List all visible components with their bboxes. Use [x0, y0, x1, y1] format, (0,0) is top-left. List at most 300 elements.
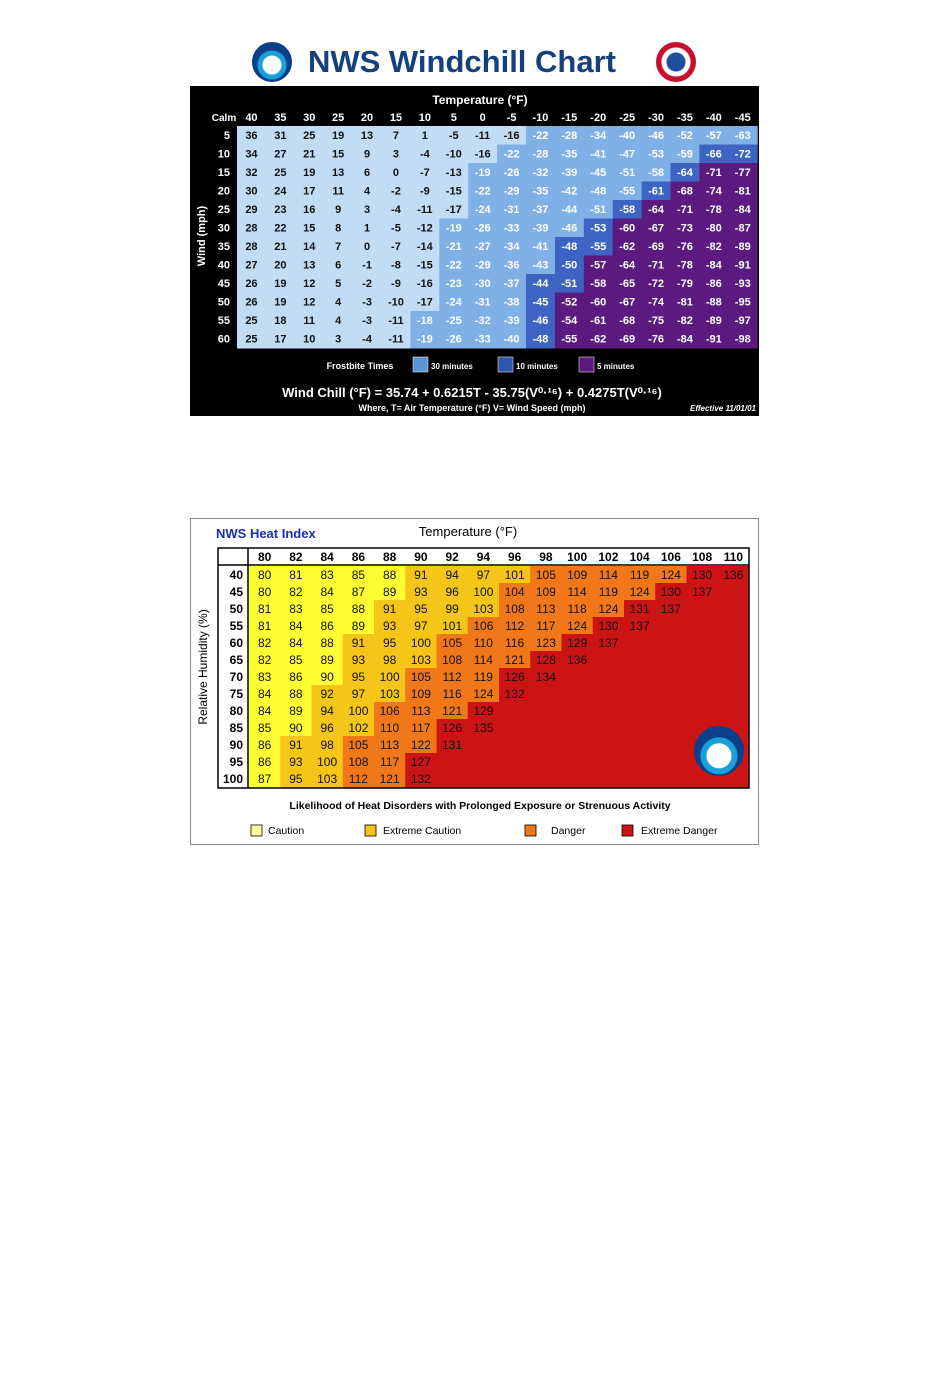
wc-cell-value: -80: [705, 222, 722, 235]
wc-cell-value: -67: [619, 296, 636, 309]
wc-cell-value: -19: [416, 333, 433, 346]
wc-cell-value: 26: [245, 278, 258, 290]
wc-effective-date: Effective 11/01/01: [690, 404, 756, 413]
wc-cell-value: -32: [532, 167, 549, 179]
wc-cell-value: -30: [474, 278, 491, 290]
wc-cell-value: -62: [590, 333, 607, 346]
hi-cell-value: 97: [414, 619, 428, 633]
hi-cell-value: 93: [382, 619, 397, 633]
hi-rh-label: Relative Humidity (%): [196, 609, 210, 725]
wc-cell-value: -60: [590, 296, 607, 309]
hi-row-header: 55: [229, 619, 243, 633]
wc-cell-value: -9: [419, 185, 430, 198]
wc-cell-value: 1: [363, 222, 371, 235]
hi-cell-value: 84: [289, 636, 303, 650]
wc-cell-value: -73: [676, 222, 693, 235]
hi-cell-value: 83: [257, 670, 272, 684]
hi-col-header: 90: [414, 550, 428, 564]
wc-cell-value: -17: [416, 296, 433, 309]
hi-cell-value: 108: [504, 602, 525, 616]
wc-cell-value: -76: [676, 241, 693, 253]
wc-cell-value: -3: [362, 315, 372, 327]
wc-cell-value: -22: [474, 185, 491, 198]
hi-cell-value: 113: [536, 602, 556, 616]
hi-cell-value: 114: [598, 568, 618, 582]
wc-col-header: -30: [648, 112, 665, 124]
wc-col-header: 10: [418, 112, 431, 124]
hi-cell-value: 129: [473, 704, 494, 718]
wc-cell-value: -67: [648, 222, 665, 235]
wc-cell-value: 16: [303, 204, 316, 216]
wc-cell-value: 13: [332, 167, 345, 179]
wc-cell-value: -28: [561, 130, 578, 142]
wc-legend-swatch-30: [413, 357, 428, 372]
hi-cell-value: 91: [351, 636, 366, 650]
wc-cell-value: 22: [274, 222, 287, 235]
hi-cell-value: 127: [410, 755, 431, 769]
hi-row-header: 80: [229, 704, 243, 718]
hi-col-header: 98: [539, 550, 553, 564]
hi-cell-value: 101: [504, 568, 525, 582]
wc-cell-value: 17: [303, 185, 316, 198]
hi-cell-value: 97: [476, 568, 491, 582]
wc-cell-value: -16: [416, 278, 433, 290]
hi-cell-value: 82: [257, 636, 272, 650]
hi-cell-value: 124: [598, 602, 619, 616]
hi-cell-value: 91: [414, 568, 428, 582]
hi-cell-value: 117: [380, 755, 400, 769]
wc-cell-value: -58: [590, 278, 607, 290]
hi-cell-value: 83: [289, 602, 303, 616]
wc-col-header: 0: [479, 112, 486, 124]
wc-cell-value: -43: [532, 259, 549, 272]
hi-cell-value: 135: [473, 721, 494, 735]
wc-cell-value: -45: [532, 296, 549, 309]
wc-cell-value: -72: [648, 278, 665, 290]
wc-cell-value: -60: [619, 222, 636, 235]
wc-formula-where: Where, T= Air Temperature (°F) V= Wind Speed (mph): [358, 403, 586, 413]
wc-cell-value: -57: [705, 130, 722, 142]
wc-cell-value: -34: [503, 241, 520, 253]
hi-col-header: 110: [723, 550, 744, 564]
hi-cell-value: 95: [382, 636, 397, 650]
hi-cell-value: 100: [410, 636, 431, 650]
wc-col-header: 25: [332, 112, 345, 124]
wc-col-header: -40: [705, 112, 722, 124]
wc-cell-value: -33: [503, 222, 520, 235]
hi-cell-value: 84: [320, 585, 334, 599]
wc-cell-value: 20: [274, 259, 287, 272]
wc-cell-value: -45: [590, 167, 607, 179]
hi-cell-value: 94: [320, 704, 334, 718]
wc-cell-value: -68: [619, 315, 636, 327]
hi-cell-value: 80: [257, 585, 272, 599]
hi-cell-value: 128: [535, 653, 556, 667]
hi-cell-value: 137: [629, 619, 650, 633]
windchill-title: NWS Windchill Chart: [308, 44, 616, 79]
hi-cell-value: 87: [351, 585, 366, 599]
wc-cell-value: -35: [532, 185, 549, 198]
wc-cell-value: -22: [445, 259, 462, 272]
wc-cell-value: 1: [421, 130, 428, 142]
hi-cell-value: 124: [629, 585, 650, 599]
wc-col-header: 5: [450, 112, 457, 124]
wc-cell-value: -74: [648, 296, 665, 309]
wc-cell-value: 25: [274, 167, 287, 179]
wc-cell-value: -95: [734, 296, 751, 309]
wc-cell-value: 36: [245, 130, 258, 142]
wc-cell-value: -4: [362, 333, 372, 346]
wc-cell-value: 23: [274, 204, 287, 216]
hi-cell-value: 116: [442, 687, 462, 701]
hi-cell-value: 93: [414, 585, 428, 599]
hi-cell-value: 130: [692, 568, 713, 582]
wc-cell-value: -29: [474, 259, 491, 272]
wc-cell-value: -10: [445, 148, 462, 161]
hi-col-header: 108: [692, 550, 713, 564]
wc-col-header: 35: [274, 112, 287, 124]
hi-cell-value: 103: [317, 772, 338, 786]
wc-legend-swatch-10: [498, 357, 513, 372]
wc-cell-value: 19: [303, 167, 316, 179]
hi-cell-value: 105: [442, 636, 463, 650]
wc-legend-label-5: 5 minutes: [597, 362, 635, 371]
wc-cell-value: 15: [303, 222, 316, 235]
wc-cell-value: 11: [332, 185, 344, 198]
wc-cell-value: -71: [705, 167, 722, 179]
hi-cell-value: 80: [257, 568, 272, 582]
wc-cell-value: 28: [245, 241, 258, 253]
wc-col-header: -45: [734, 112, 751, 124]
wc-cell-value: -15: [445, 185, 462, 198]
wc-cell-value: -51: [561, 278, 578, 290]
hi-row-header: 75: [229, 687, 243, 701]
wc-cell-value: 13: [303, 259, 316, 272]
wc-cell-value: -58: [648, 167, 665, 179]
wc-cell-value: -7: [391, 241, 401, 253]
wc-cell-value: -15: [416, 259, 433, 272]
wc-cell-value: -66: [705, 148, 722, 161]
hi-col-header: 100: [567, 550, 588, 564]
wc-cell-value: 6: [335, 259, 342, 272]
wc-cell-value: -52: [676, 130, 693, 142]
hi-cell-value: 132: [410, 772, 431, 786]
wc-cell-value: -2: [362, 278, 372, 290]
hi-legend-label-caution: Caution: [268, 825, 305, 837]
wc-cell-value: -39: [561, 167, 578, 179]
wc-cell-value: -46: [648, 130, 665, 142]
wc-row-header: 55: [217, 315, 230, 327]
wc-cell-value: -53: [590, 222, 607, 235]
wc-cell-value: 19: [332, 130, 345, 142]
wc-cell-value: -82: [705, 241, 722, 253]
wc-cell-value: -33: [474, 333, 491, 346]
wc-cell-value: -61: [590, 315, 607, 327]
hi-cell-value: 91: [289, 738, 303, 752]
hi-cell-value: 98: [320, 738, 334, 752]
hi-cell-value: 90: [289, 721, 303, 735]
hi-cell-value: 131: [629, 602, 650, 616]
hi-cell-value: 90: [320, 670, 334, 684]
hi-cell-value: 96: [320, 721, 334, 735]
hi-cell-value: 86: [257, 738, 272, 752]
hi-col-header: 82: [289, 550, 303, 564]
hi-cell-value: 93: [351, 653, 366, 667]
wc-col-header: 20: [360, 112, 374, 124]
wc-cell-value: -64: [676, 167, 693, 179]
wc-cell-value: 11: [303, 315, 316, 327]
wc-cell-value: -91: [705, 333, 722, 346]
wc-cell-value: -64: [648, 204, 665, 216]
hi-cell-value: 87: [257, 772, 272, 786]
hi-cell-value: 103: [410, 653, 431, 667]
wc-cell-value: -44: [532, 278, 549, 290]
hi-cell-value: 81: [289, 568, 303, 582]
hi-cell-value: 114: [473, 653, 493, 667]
hi-cell-value: 126: [442, 721, 463, 735]
wc-cell-value: 15: [332, 148, 345, 161]
hi-legend-swatch-danger: [525, 825, 536, 836]
wc-cell-value: -40: [503, 333, 520, 346]
wc-cell-value: -79: [676, 278, 693, 290]
wc-cell-value: -24: [474, 204, 491, 216]
hi-cell-value: 95: [351, 670, 366, 684]
hi-cell-value: 126: [504, 670, 525, 684]
hi-cell-value: 113: [411, 704, 431, 718]
hi-row-header: 95: [229, 755, 243, 769]
wc-row-header: 30: [217, 222, 230, 235]
wc-cell-value: 7: [392, 130, 400, 142]
wc-cell-value: 4: [335, 315, 342, 327]
hi-cell-value: 121: [504, 653, 525, 667]
wc-cell-value: -17: [445, 204, 462, 216]
hi-cell-value: 91: [382, 602, 397, 616]
hi-cell-value: 119: [473, 670, 493, 684]
hi-col-header: 104: [629, 550, 650, 564]
hi-cell-value: 95: [414, 602, 428, 616]
hi-cell-value: 85: [257, 721, 272, 735]
hi-cell-value: 81: [257, 619, 272, 633]
hi-cell-value: 110: [380, 721, 400, 735]
wc-cell-value: -26: [474, 222, 491, 235]
wc-cell-value: -19: [445, 222, 462, 235]
hi-col-header: 106: [660, 550, 681, 564]
wc-cell-value: -53: [648, 148, 665, 161]
wc-cell-value: 5: [335, 278, 342, 290]
wc-cell-value: -5: [448, 130, 459, 142]
wc-row-header: 35: [217, 241, 230, 253]
wc-cell-value: -37: [532, 204, 549, 216]
hi-cell-value: 84: [257, 704, 272, 718]
wc-cell-value: -25: [445, 315, 462, 327]
wc-cell-value: -34: [590, 130, 607, 142]
wc-cell-value: 27: [274, 148, 287, 161]
wc-row-header: 25: [217, 204, 230, 216]
wc-col-header: 30: [303, 112, 316, 124]
wc-cell-value: -71: [676, 204, 693, 216]
hi-cell-value: 109: [535, 585, 556, 599]
wc-cell-value: -16: [503, 130, 520, 142]
hi-cell-value: 130: [660, 585, 681, 599]
hi-cell-value: 97: [351, 687, 366, 701]
wc-cell-value: -42: [561, 185, 578, 198]
wc-cell-value: 3: [392, 148, 400, 161]
hi-cell-value: 85: [320, 602, 334, 616]
wc-cell-value: -75: [648, 315, 665, 327]
wc-row-header: 45: [217, 278, 230, 290]
wc-cell-value: -21: [445, 241, 462, 253]
wc-cell-value: -59: [676, 148, 693, 161]
wc-cell-value: 32: [245, 167, 258, 179]
hi-cell-value: 132: [504, 687, 525, 701]
wc-cell-value: 3: [335, 333, 342, 346]
wc-cell-value: -38: [503, 296, 520, 309]
wc-cell-value: 21: [303, 148, 316, 161]
hi-cell-value: 84: [257, 687, 272, 701]
wc-col-header: 40: [245, 112, 258, 124]
heat-index-svg: [191, 519, 758, 844]
wc-col-header: 15: [389, 112, 403, 124]
wc-cell-value: -24: [445, 296, 462, 309]
wc-cell-value: 7: [335, 241, 342, 253]
wc-row-header: 10: [217, 148, 230, 161]
wc-cell-value: -5: [391, 222, 401, 235]
wc-cell-value: -39: [503, 315, 520, 327]
wc-cell-value: -46: [561, 222, 578, 235]
wc-cell-value: 14: [303, 241, 316, 253]
wc-cell-value: -44: [561, 204, 578, 216]
wc-cell-value: -40: [619, 130, 636, 142]
hi-col-header: 102: [598, 550, 619, 564]
wc-cell-value: 3: [363, 204, 371, 216]
hi-cell-value: 136: [567, 653, 588, 667]
wc-cell-value: -3: [362, 296, 372, 309]
hi-cell-value: 137: [692, 585, 713, 599]
wc-cell-value: -51: [590, 204, 607, 216]
hi-cell-value: 99: [445, 602, 459, 616]
hi-cell-value: 100: [317, 755, 338, 769]
wc-cell-value: -48: [561, 241, 578, 253]
hi-cell-value: 88: [320, 636, 334, 650]
wc-cell-value: -76: [648, 333, 665, 346]
wc-row-header: 20: [217, 185, 230, 198]
wc-cell-value: 26: [245, 296, 258, 309]
wc-wind-label: Wind (mph): [196, 205, 208, 267]
wc-cell-value: -52: [561, 296, 578, 309]
wc-row-header: 5: [223, 130, 230, 142]
hi-cell-value: 103: [473, 602, 494, 616]
hi-cell-value: 98: [382, 653, 397, 667]
wc-cell-value: -31: [503, 204, 520, 216]
hi-cell-value: 121: [379, 772, 400, 786]
wc-cell-value: 8: [335, 222, 342, 235]
hi-cell-value: 86: [320, 619, 334, 633]
hi-cell-value: 119: [598, 585, 618, 599]
wc-frostbite-label: Frostbite Times: [326, 361, 394, 371]
hi-row-header: 65: [229, 653, 243, 667]
hi-cell-value: 81: [257, 602, 272, 616]
wc-cell-value: -26: [503, 167, 520, 179]
wc-col-header: -10: [532, 112, 549, 124]
wc-col-header: -5: [506, 112, 517, 124]
hi-cell-value: 86: [289, 670, 303, 684]
hi-cell-value: 108: [442, 653, 463, 667]
hi-cell-value: 118: [567, 602, 587, 616]
wc-cell-value: 19: [274, 278, 287, 290]
hi-cell-value: 109: [410, 687, 431, 701]
hi-cell-value: 82: [257, 653, 272, 667]
wc-formula: Wind Chill (°F) = 35.74 + 0.6215T - 35.75(V⁰·¹⁶) + 0.4275T(V⁰·¹⁶): [282, 385, 662, 400]
hi-cell-value: 124: [567, 619, 588, 633]
wc-cell-value: -22: [532, 130, 549, 142]
wc-cell-value: -2: [391, 185, 401, 198]
wc-cell-value: 12: [303, 278, 316, 290]
hi-col-header: 92: [445, 550, 459, 564]
wc-cell-value: 25: [245, 315, 258, 327]
hi-legend-swatch-extreme-caution: [365, 825, 376, 836]
wc-cell-value: -18: [416, 315, 433, 327]
wc-legend-label-10: 10 minutes: [516, 362, 558, 371]
wc-cell-value: -36: [503, 259, 520, 272]
wc-legend-swatch-5: [579, 357, 594, 372]
hi-row-header: 90: [229, 738, 243, 752]
hi-cell-value: 113: [380, 738, 400, 752]
hi-row-header: 50: [229, 602, 243, 616]
wc-cell-value: -39: [532, 222, 549, 235]
hi-cell-value: 137: [660, 602, 681, 616]
wc-cell-value: -35: [561, 148, 578, 161]
hi-legend-label-danger: Danger: [551, 825, 586, 837]
wc-cell-value: -48: [590, 185, 607, 198]
hi-cell-value: 100: [473, 585, 494, 599]
wc-cell-value: -65: [619, 278, 636, 290]
wc-cell-value: -98: [734, 333, 751, 346]
hi-cell-value: 109: [567, 568, 588, 582]
wc-cell-value: -32: [474, 315, 491, 327]
wc-row-header: 50: [217, 296, 230, 309]
wc-cell-value: -74: [705, 185, 722, 198]
hi-cell-value: 101: [442, 619, 463, 633]
windchill-svg: [190, 86, 759, 416]
hi-cell-value: 89: [351, 619, 366, 633]
wc-cell-value: -71: [648, 259, 665, 272]
wc-cell-value: 28: [245, 222, 258, 235]
wc-legend-label-30: 30 minutes: [431, 362, 473, 371]
wc-cell-value: -8: [391, 259, 401, 272]
hi-col-header: 86: [351, 550, 366, 564]
wc-calm-label: Calm: [211, 113, 237, 124]
hi-row-header: 45: [229, 585, 243, 599]
wc-cell-value: -14: [416, 241, 433, 253]
hi-cell-value: 89: [320, 653, 334, 667]
wc-cell-value: -26: [445, 333, 462, 346]
wc-row-header: 60: [217, 333, 230, 346]
wc-temperature-label: Temperature (°F): [432, 93, 528, 107]
wc-cell-value: -41: [532, 241, 549, 253]
wc-cell-value: -84: [705, 259, 722, 272]
hi-cell-value: 110: [473, 636, 493, 650]
hi-cell-value: 106: [473, 619, 494, 633]
nws-logo-icon: [656, 42, 696, 82]
wc-cell-value: -41: [590, 148, 607, 161]
hi-cell-value: 134: [535, 670, 556, 684]
wc-cell-value: -57: [590, 259, 607, 272]
hi-cell-value: 84: [289, 619, 303, 633]
hi-legend-swatch-extreme-danger: [622, 825, 633, 836]
hi-row-header: 85: [229, 721, 243, 735]
wc-cell-value: -4: [391, 204, 401, 216]
wc-cell-value: -1: [362, 259, 372, 272]
